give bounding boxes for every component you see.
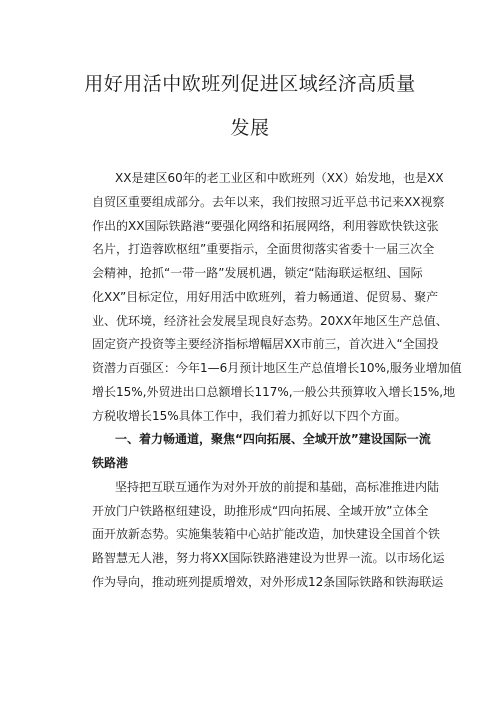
paragraph-line: 会精神，抢抓“一带一路”发展机遇，锁定“陆海联运枢纽、国际 (92, 266, 423, 280)
paragraph-line: 业、优环境，经济社会发展呈现良好态势。20XX年地区生产总值、 (92, 313, 448, 328)
paragraph-line: 面开放新态势。实施集装箱中心站扩能改造，加快建设全国首个铁 (92, 527, 441, 542)
paragraph-line: 开放门户铁路枢纽建设，助推形成“四向拓展、全域开放”立体全 (92, 503, 429, 518)
document-body (92, 167, 462, 595)
paragraph-line: 路智慧无人港，努力将XX国际铁路港建设为世界一流。以市场化运 (92, 551, 445, 565)
paragraph-line: 作出的XX国际铁路港“要强化网络和拓展网络，利用蓉欧快铁这张 (92, 218, 439, 233)
section-heading-line: 铁路港 (92, 456, 129, 470)
paragraph-line: XX是建区60年的老工业区和中欧班列（XX）始发地，也是XX (115, 171, 444, 185)
paragraph-line: 固定资产投资等主要经济指标增幅居XX市前三，首次进入“全国投 (92, 337, 439, 352)
paragraph-line: 化XX”目标定位，用好用活中欧班列，着力畅通道、促贸易、聚产 (92, 289, 439, 304)
paragraph-line: 资潜力百强区：今年1—6月预计地区生产总值增长10%,服务业增加值 (92, 361, 462, 375)
document-title-line-2: 发展 (230, 117, 270, 139)
paragraph-line: 自贸区重要组成部分。去年以来，我们按照习近平总书记来XX视察 (92, 194, 445, 209)
paragraph-line: 增长15%,外贸进出口总额增长117%,一般公共预算收入增长15%,地 (92, 384, 456, 399)
section-heading-line: 一、着力畅通道，聚焦“四向拓展、全域开放”建设国际一流 (115, 432, 431, 447)
document-title-line-1: 用好用活中欧班列促进区域经济高质量 (84, 73, 416, 95)
paragraph-line: 坚持把互联互通作为对外开放的前提和基础，高标准推进内陆 (115, 479, 440, 494)
paragraph-line: 方税收增长15%具体工作中，我们着力抓好以下四个方面。 (92, 408, 407, 423)
paragraph-line: 作为导向，推动班列提质增效，对外形成12条国际铁路和铁海联运 (92, 574, 444, 589)
paragraph-line: 名片，打造蓉欧枢纽”重要指示，全面贯彻落实省委十一届三次全 (92, 242, 435, 257)
